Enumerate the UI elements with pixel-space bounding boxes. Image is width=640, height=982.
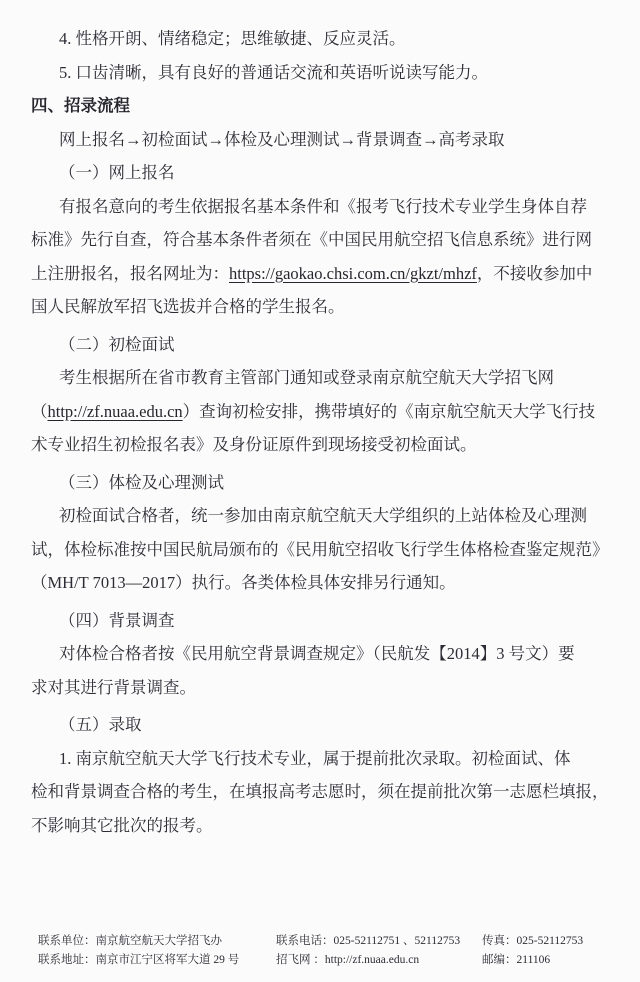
text-segment: ，不接收参加中	[476, 263, 593, 283]
paragraph-line: 有报名意向的考生依据报名基本条件和《报考飞行技术专业学生身体自荐	[59, 196, 587, 216]
footer-label: 联系单位：	[38, 935, 96, 947]
list-item: 4. 性格开朗、情绪稳定；思维敏捷、反应灵活。	[59, 29, 406, 48]
footer-value: 211106	[516, 954, 551, 966]
footer-label: 联系地址：	[38, 954, 96, 966]
footer-row	[276, 932, 460, 951]
paragraph-line: 对体检合格者按《民用航空背景调查规定》（民航发【2014】3 号文）要	[59, 644, 575, 663]
footer-label: 传真：	[482, 935, 517, 947]
subsection-heading: （五）录取	[59, 715, 142, 734]
paragraph-line: 考生根据所在省市教育主管部门通知或登录南京航空航天大学招飞网	[59, 368, 554, 387]
footer-row	[38, 932, 239, 951]
paragraph-line: 标准》先行自查，符合基本条件者须在《中国民用航空招飞信息系统》进行网	[31, 230, 592, 249]
text-segment: ）查询初检安排，携带填好的《南京航空航天大学飞行技	[182, 401, 596, 421]
footer-row	[276, 951, 460, 970]
list-item: 5. 口齿清晰，具有良好的普通话交流和英语听说读写能力。	[59, 62, 488, 82]
footer-label: 招飞网 ：	[276, 954, 325, 966]
paragraph-line	[31, 257, 609, 291]
paragraph-line: 术专业招生初检报名表》及身份证原件到现场接受初检面试。	[31, 435, 477, 454]
subsection-heading: （四）背景调查	[59, 610, 175, 630]
footer-column	[38, 932, 239, 970]
footer-value: 南京市江宁区将军大道 29 号	[95, 954, 240, 966]
paragraph-line	[31, 395, 609, 429]
subsection-heading: （二）初检面试	[59, 334, 175, 354]
subsection-heading: （一）网上报名	[59, 163, 175, 182]
paragraph-line: 不影响其它批次的报考。	[31, 815, 213, 835]
text-segment: （	[31, 401, 48, 421]
text-segment: 上注册报名，报名网址为：	[31, 263, 229, 283]
footer-row	[482, 932, 583, 951]
paragraph-line: 初检面试合格者，统一参加由南京航空航天大学组织的上站体检及心理测	[59, 506, 587, 525]
section-heading: 四、招录流程	[31, 96, 130, 115]
document-body	[31, 22, 609, 842]
footer-row	[482, 951, 583, 970]
footer-column	[276, 932, 460, 970]
footer-value: 025-52112751 、52112753	[333, 935, 461, 947]
process-flow: 网上报名→初检面试→体检及心理测试→背景调查→高考录取	[59, 129, 505, 149]
paragraph-line: 1. 南京航空航天大学飞行技术专业，属于提前批次录取。初检面试、体	[59, 748, 571, 768]
footer-row	[38, 951, 239, 970]
footer-value: 025-52112753	[516, 935, 584, 947]
footer-column	[482, 932, 583, 970]
footer-label: 联系电话：	[276, 935, 334, 947]
inline-link[interactable]: http://zf.nuaa.edu.cn	[47, 401, 183, 421]
subsection-heading: （三）体检及心理测试	[59, 472, 224, 492]
paragraph-line: （MH/T 7013—2017）执行。各类体检具体安排另行通知。	[31, 573, 456, 592]
footer-value: 南京航空航天大学招飞办	[95, 935, 222, 947]
footer-label: 邮编：	[482, 954, 517, 966]
paragraph-line: 检和背景调查合格的考生，在填报高考志愿时，须在提前批次第一志愿栏填报，	[31, 782, 609, 801]
paragraph-line: 国人民解放军招飞选拔并合格的学生报名。	[31, 297, 345, 316]
inline-link[interactable]: https://gaokao.chsi.com.cn/gkzt/mhzf	[229, 263, 477, 283]
footer-value: http://zf.nuaa.edu.cn	[324, 954, 420, 966]
page-footer	[0, 932, 640, 976]
paragraph-line: 试，体检标准按中国民航局颁布的《民用航空招收飞行学生体格检查鉴定规范》	[31, 539, 609, 559]
paragraph-line: 求对其进行背景调查。	[31, 677, 196, 697]
